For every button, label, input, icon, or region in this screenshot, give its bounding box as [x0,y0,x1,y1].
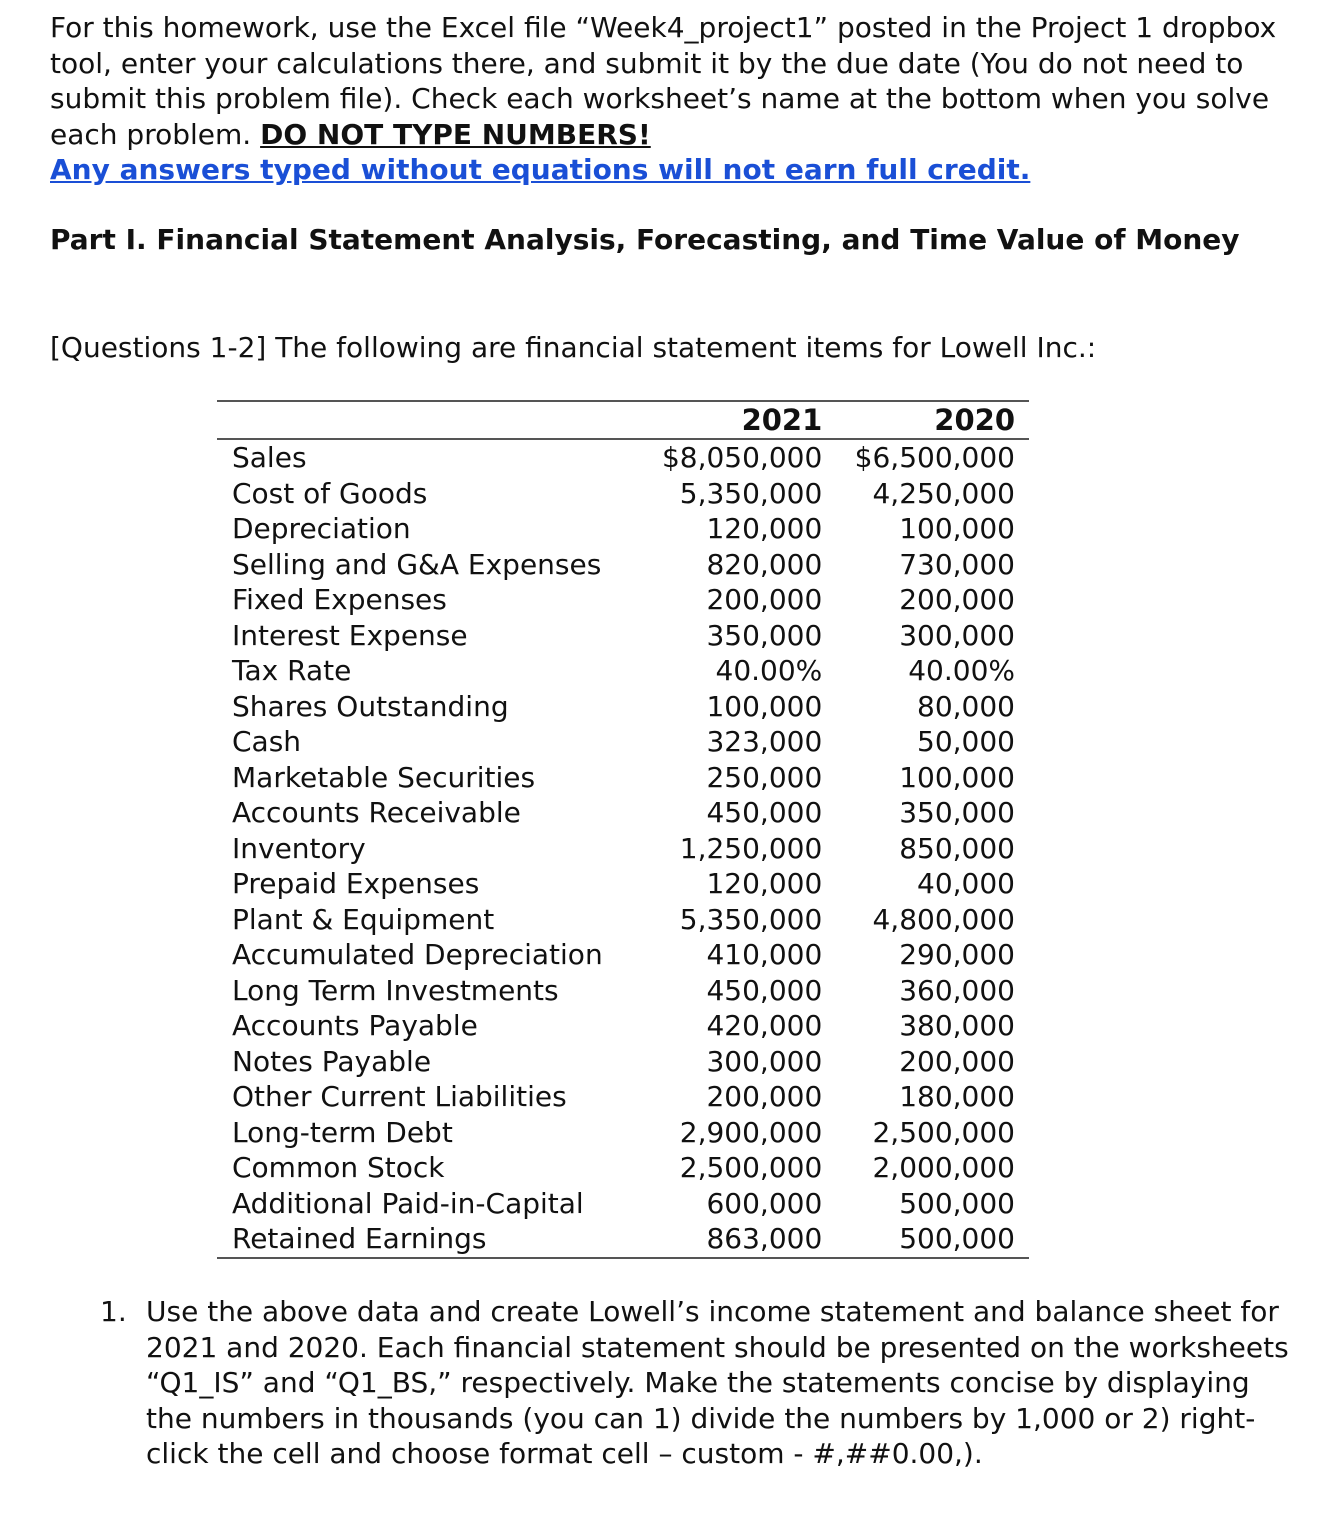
financial-statement-table [217,400,1029,1259]
value-2021: 5,350,000 [679,902,823,936]
value-2020: $6,500,000 [854,441,1015,474]
row-label: Selling and G&A Expenses [232,547,602,581]
value-2021: 323,000 [706,725,823,758]
value-2020: 2,000,000 [872,1151,1015,1184]
table-row [217,476,1029,512]
value-2020: 850,000 [899,831,1015,865]
value-2021: 100,000 [706,689,823,723]
table-row [217,653,1029,689]
homework-instructions [50,10,1300,188]
table-row [217,439,1029,476]
row-label: Tax Rate [232,654,352,687]
table-header-row [217,401,1029,439]
row-label: Cost of Goods [232,476,428,510]
row-label: Accounts Receivable [232,796,521,829]
table-row [217,902,1029,938]
value-2021: 350,000 [706,618,823,652]
value-2020: 40.00% [908,654,1015,687]
row-label: Long-term Debt [232,1115,453,1149]
value-2020: 730,000 [899,547,1015,581]
value-2021: 863,000 [706,1222,823,1255]
row-label: Notes Payable [232,1044,432,1078]
value-2020: 290,000 [899,938,1015,971]
value-2020: 360,000 [899,973,1015,1007]
value-2020: 4,250,000 [872,476,1015,510]
row-label: Long Term Investments [232,973,559,1007]
value-2021: $8,050,000 [661,441,823,474]
value-2020: 100,000 [899,760,1015,794]
row-label: Fixed Expenses [232,583,447,616]
table-row [217,1115,1029,1151]
value-2021: 450,000 [706,973,823,1007]
value-2021: 5,350,000 [679,476,823,510]
row-label: Inventory [232,831,366,865]
value-2020: 300,000 [899,618,1015,652]
table-row [217,937,1029,973]
value-2020: 180,000 [899,1080,1015,1113]
value-2021: 200,000 [706,583,823,616]
no-numbers-warning: DO NOT TYPE NUMBERS! [260,117,651,151]
table-row [217,1079,1029,1115]
row-label: Other Current Liabilities [232,1080,567,1113]
row-label: Marketable Securities [232,760,536,794]
value-2021: 600,000 [706,1186,823,1220]
value-2020: 350,000 [899,796,1015,829]
table-row [217,511,1029,547]
question-1 [100,1294,1300,1472]
value-2021: 420,000 [706,1009,823,1042]
value-2020: 500,000 [899,1222,1015,1255]
question-text: Use the above data and create Lowell’s income statement and balance sheet for 2021 and 2020. Each financial statement should be presented on the worksheets “Q1_IS” and “Q1_BS,” respectively. Make the statements concise by displaying the numbers in thousands (you can 1) divide the numbers by 1,000 or 2) right-click the cell and choose format cell – custom - #,##0.00,). [146,1295,1289,1470]
row-label: Prepaid Expenses [232,867,480,900]
row-label: Common Stock [232,1151,445,1184]
table-row [217,582,1029,618]
table-row [217,866,1029,902]
part-heading: Part I. Financial Statement Analysis, Forecasting, and Time Value of Money [50,223,1240,256]
value-2020: 40,000 [917,867,1015,900]
value-2020: 500,000 [899,1186,1015,1220]
credit-warning: Any answers typed without equations will not earn full credit. [50,153,1031,186]
row-label: Sales [232,441,307,474]
row-label: Cash [232,725,302,758]
table-row [217,689,1029,725]
value-2020: 4,800,000 [872,902,1015,936]
table-row [217,1008,1029,1044]
row-label: Retained Earnings [232,1222,487,1255]
value-2021: 1,250,000 [679,831,823,865]
header-2021: 2021 [741,403,823,437]
question-number: 1. [100,1295,127,1328]
table-row [217,1221,1029,1258]
row-label: Interest Expense [232,618,468,652]
table-row [217,831,1029,867]
value-2021: 2,900,000 [679,1115,823,1149]
value-2020: 100,000 [899,512,1015,545]
table-row [217,1150,1029,1186]
value-2020: 50,000 [917,725,1015,758]
row-label: Additional Paid-in-Capital [232,1186,584,1220]
questions-intro: [Questions 1-2] The following are financial statement items for Lowell Inc.: [50,331,1097,364]
value-2021: 2,500,000 [679,1151,823,1184]
value-2020: 200,000 [899,1044,1015,1078]
table-row [217,724,1029,760]
value-2021: 300,000 [706,1044,823,1078]
header-2020: 2020 [934,403,1015,437]
value-2021: 450,000 [706,796,823,829]
row-label: Accounts Payable [232,1009,478,1042]
table-row [217,547,1029,583]
table-body [217,439,1029,1258]
value-2021: 120,000 [706,512,823,545]
table-row [217,1186,1029,1222]
row-label: Plant & Equipment [232,902,495,936]
table-row [217,795,1029,831]
value-2020: 80,000 [917,689,1015,723]
value-2021: 200,000 [706,1080,823,1113]
value-2020: 2,500,000 [872,1115,1015,1149]
table-row [217,618,1029,654]
value-2021: 410,000 [706,938,823,971]
value-2020: 380,000 [899,1009,1015,1042]
table-row [217,973,1029,1009]
instructions-text: For this homework, use the Excel file “Week4_project1” posted in the Project 1 dropbox tool, enter your calculations there, and submit it by the due date (You do not need to submit this problem file). Check each worksheet’s name at the bottom when you solve each problem. [50,11,1277,151]
value-2020: 200,000 [899,583,1015,616]
row-label: Shares Outstanding [232,689,509,723]
value-2021: 40.00% [715,654,823,687]
value-2021: 250,000 [706,760,823,794]
row-label: Depreciation [232,512,411,545]
row-label: Accumulated Depreciation [232,938,603,971]
value-2021: 120,000 [706,867,823,900]
table-row [217,1044,1029,1080]
value-2021: 820,000 [706,547,823,581]
header-label [217,401,628,439]
table-row [217,760,1029,796]
